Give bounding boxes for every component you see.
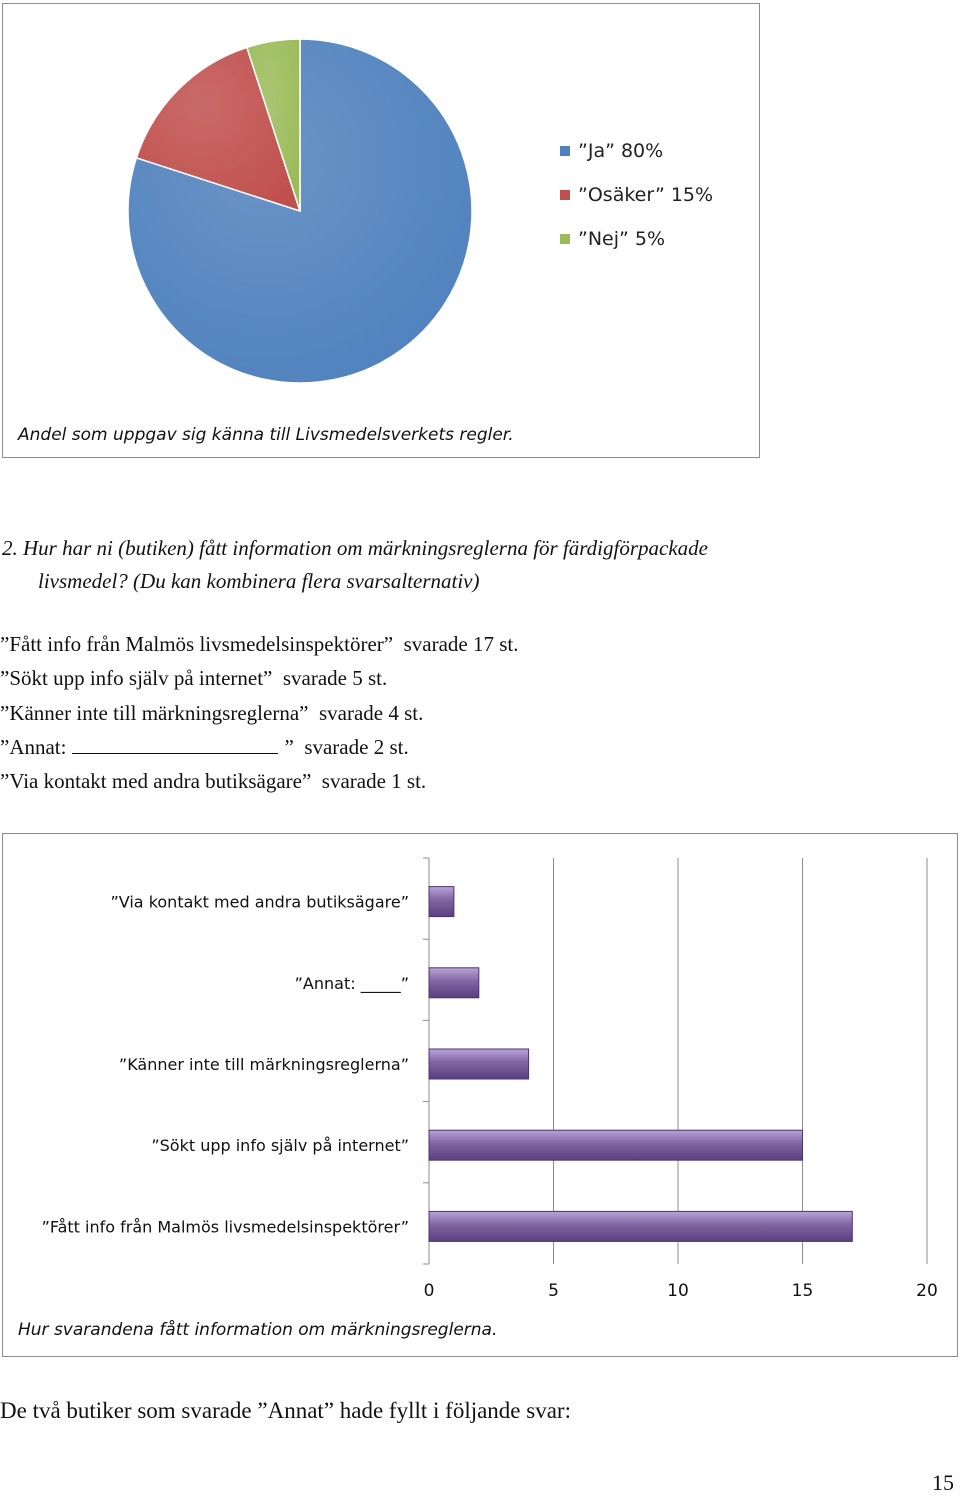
x-tick-label: 5 [548, 1281, 559, 1301]
answer-label: ”Sökt upp info själv på internet” [0, 666, 273, 690]
answer-line-2 [0, 666, 387, 691]
x-tick-label: 20 [916, 1281, 938, 1301]
category-label: ”Sökt upp info själv på internet” [151, 1136, 409, 1156]
legend-label-ja: ”Ja” 80% [578, 140, 664, 162]
question-line-1: 2. Hur har ni (butiken) fått information om märkningsreglerna för färdigförpackade [2, 536, 708, 560]
legend-swatch-nej [560, 234, 570, 244]
question-line-2: livsmedel? (Du kan kombinera flera svarsalternativ) [38, 569, 480, 593]
category-label: ”Via kontakt med andra butiksägare” [110, 892, 409, 912]
answer-result: svarade 4 st. [318, 701, 424, 725]
pie-caption: Andel som uppgav sig känna till Livsmedelsverkets regler. [18, 425, 514, 445]
answer-line-5 [0, 769, 426, 794]
bar-1 [429, 887, 454, 917]
bar-4 [429, 1130, 803, 1160]
legend-item-osaker [560, 173, 713, 217]
category-label: ”Fått info från Malmös livsmedelsinspektörer” [41, 1217, 409, 1237]
page-number: 15 [932, 1470, 954, 1495]
pie-legend [560, 129, 713, 261]
blank-fill-line [72, 735, 278, 754]
x-tick-label: 15 [791, 1281, 814, 1301]
answer-label: ”Via kontakt med andra butiksägare” [0, 769, 312, 793]
bar-5 [429, 1211, 852, 1241]
bar-caption: Hur svarandena fått information om märkningsreglerna. [18, 1320, 498, 1340]
legend-label-nej: ”Nej” 5% [578, 228, 666, 250]
legend-swatch-ja [560, 146, 570, 156]
answer-result: svarade 2 st. [304, 735, 409, 759]
answer-line-1 [0, 632, 518, 657]
legend-swatch-osaker [560, 190, 570, 200]
answer-label: ”Fått info från Malmös livsmedelsinspektörer” [0, 632, 394, 656]
legend-item-ja [560, 129, 713, 173]
pie-chart-frame [2, 3, 760, 458]
legend-label-osaker: ”Osäker” 15% [578, 184, 714, 206]
closing-text: De två butiker som svarade ”Annat” hade fyllt i följande svar: [0, 1398, 571, 1423]
bar-chart [3, 834, 957, 1356]
answer-label: ”Annat: [0, 735, 67, 759]
answer-result: svarade 5 st. [282, 666, 388, 690]
x-tick-label: 0 [423, 1281, 435, 1301]
answer-line-3 [0, 701, 423, 726]
bar-3 [429, 1049, 529, 1079]
answer-label: ”Känner inte till märkningsreglerna” [0, 701, 309, 725]
bar-2 [429, 968, 479, 998]
answer-label-end: ” [284, 735, 294, 759]
category-label: ”Annat: _____” [294, 973, 409, 993]
category-label: ”Känner inte till märkningsreglerna” [118, 1055, 409, 1074]
answer-result: svarade 17 st. [403, 632, 519, 656]
x-tick-label: 10 [667, 1281, 689, 1301]
answer-result: svarade 1 st. [321, 769, 427, 793]
answer-line-4 [0, 735, 409, 760]
bar-chart-frame [2, 833, 958, 1357]
legend-item-nej [560, 217, 713, 261]
